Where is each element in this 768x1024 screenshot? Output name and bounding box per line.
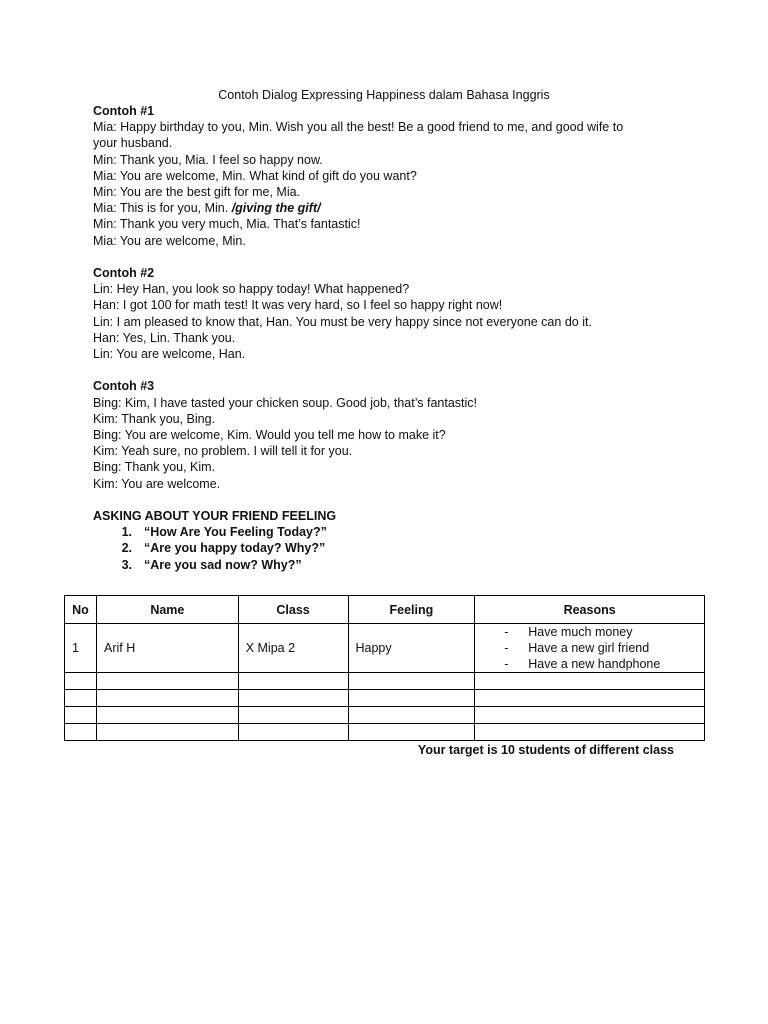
question-list	[93, 524, 673, 573]
empty-row	[65, 724, 705, 741]
reason-item	[482, 656, 697, 672]
dialog-line: Lin: I am pleased to know that, Han. You must be very happy since not everyone can do it.	[93, 314, 592, 329]
reason-item	[482, 624, 697, 640]
survey-table	[64, 595, 705, 741]
dialog-line: Min: Thank you, Mia. I feel so happy now.	[93, 152, 323, 167]
question-number: 1.	[121, 525, 132, 540]
empty-cell[interactable]	[96, 724, 238, 741]
reason-item	[482, 640, 697, 656]
empty-cell[interactable]	[348, 707, 475, 724]
cell-feeling: Happy	[348, 624, 475, 673]
empty-cell[interactable]	[238, 707, 348, 724]
empty-cell[interactable]	[65, 724, 97, 741]
reason-text: Have a new handphone	[528, 657, 661, 671]
page-title: Contoh Dialog Expressing Happiness dalam Bahasa Inggris	[218, 88, 550, 102]
dialog-line: Mia: You are welcome, Min.	[93, 233, 246, 248]
dialog-line: Mia: You are welcome, Min. What kind of gift do you want?	[93, 168, 417, 183]
empty-cell[interactable]	[348, 724, 475, 741]
empty-cell[interactable]	[65, 707, 97, 724]
dialog-line: Lin: You are welcome, Han.	[93, 347, 246, 362]
spacer	[93, 249, 673, 265]
column-header-reasons: Reasons	[475, 596, 705, 624]
empty-cell[interactable]	[475, 673, 705, 690]
cell-name: Arif H	[96, 624, 238, 673]
example-3	[93, 378, 673, 491]
column-header-no: No	[65, 596, 97, 624]
empty-cell[interactable]	[96, 673, 238, 690]
asking-section	[93, 508, 673, 573]
dialog-line: your husband.	[93, 136, 173, 151]
dialog-line: Lin: Hey Han, you look so happy today! What happened?	[93, 282, 410, 297]
empty-cell[interactable]	[238, 673, 348, 690]
question-text: “Are you sad now? Why?”	[144, 557, 302, 572]
empty-cell[interactable]	[475, 724, 705, 741]
column-header-feeling: Feeling	[348, 596, 475, 624]
question-text: “Are you happy today? Why?”	[144, 541, 326, 556]
example-1	[93, 103, 673, 249]
bullet-dash: -	[504, 641, 509, 655]
example-heading: Contoh #2	[93, 266, 155, 281]
dialog-line: Kim: Thank you, Bing.	[93, 411, 216, 426]
dialog-line: Min: Thank you very much, Mia. That’s fantastic!	[93, 217, 361, 232]
dialog-line: Kim: You are welcome.	[93, 476, 221, 491]
section-heading: ASKING ABOUT YOUR FRIEND FEELING	[93, 509, 337, 524]
cell-class: X Mipa 2	[238, 624, 348, 673]
example-heading: Contoh #1	[93, 104, 155, 118]
empty-cell[interactable]	[475, 707, 705, 724]
dialog-line: Bing: Thank you, Kim.	[93, 460, 216, 475]
gift-line-text: Mia: This is for you, Min.	[93, 201, 232, 216]
question-number: 3.	[121, 557, 132, 572]
empty-cell[interactable]	[348, 673, 475, 690]
example-2	[93, 265, 673, 362]
question-item	[93, 557, 673, 573]
dialog-line: Kim: Yeah sure, no problem. I will tell it for you.	[93, 444, 353, 459]
table-row	[65, 624, 705, 673]
empty-cell[interactable]	[238, 690, 348, 707]
document-body	[93, 103, 673, 573]
dialog-line: Han: I got 100 for math test! It was very hard, so I feel so happy right now!	[93, 298, 503, 313]
dialog-line: Bing: Kim, I have tasted your chicken soup. Good job, that’s fantastic!	[93, 395, 478, 410]
spacer	[93, 362, 673, 378]
question-item	[93, 524, 673, 540]
empty-cell[interactable]	[96, 707, 238, 724]
target-note: Your target is 10 students of different class	[417, 743, 674, 757]
bullet-dash: -	[504, 657, 509, 671]
dialog-line: Han: Yes, Lin. Thank you.	[93, 330, 236, 345]
stage-direction: /giving the gift/	[231, 201, 321, 216]
example-heading: Contoh #3	[93, 379, 155, 394]
question-text: “How Are You Feeling Today?”	[144, 525, 327, 540]
dialog-line-gift	[93, 200, 673, 216]
empty-cell[interactable]	[475, 690, 705, 707]
cell-no: 1	[65, 624, 97, 673]
table-header-row	[65, 596, 705, 624]
empty-cell[interactable]	[238, 724, 348, 741]
dialog-line: Min: You are the best gift for me, Mia.	[93, 185, 301, 200]
question-number: 2.	[121, 541, 132, 556]
empty-cell[interactable]	[96, 690, 238, 707]
question-item	[93, 540, 673, 556]
empty-cell[interactable]	[65, 673, 97, 690]
empty-row	[65, 673, 705, 690]
cell-reasons	[475, 624, 705, 673]
spacer	[93, 492, 673, 508]
column-header-name: Name	[96, 596, 238, 624]
empty-cell[interactable]	[348, 690, 475, 707]
reason-text: Have a new girl friend	[528, 641, 650, 655]
empty-cell[interactable]	[65, 690, 97, 707]
reasons-list	[482, 624, 697, 672]
empty-row	[65, 690, 705, 707]
dialog-line: Bing: You are welcome, Kim. Would you tell me how to make it?	[93, 428, 446, 443]
reason-text: Have much money	[528, 625, 633, 639]
dialog-line: Mia: Happy birthday to you, Min. Wish you all the best! Be a good friend to me, and good wife to	[93, 120, 624, 135]
column-header-class: Class	[238, 596, 348, 624]
bullet-dash: -	[504, 625, 509, 639]
empty-row	[65, 707, 705, 724]
